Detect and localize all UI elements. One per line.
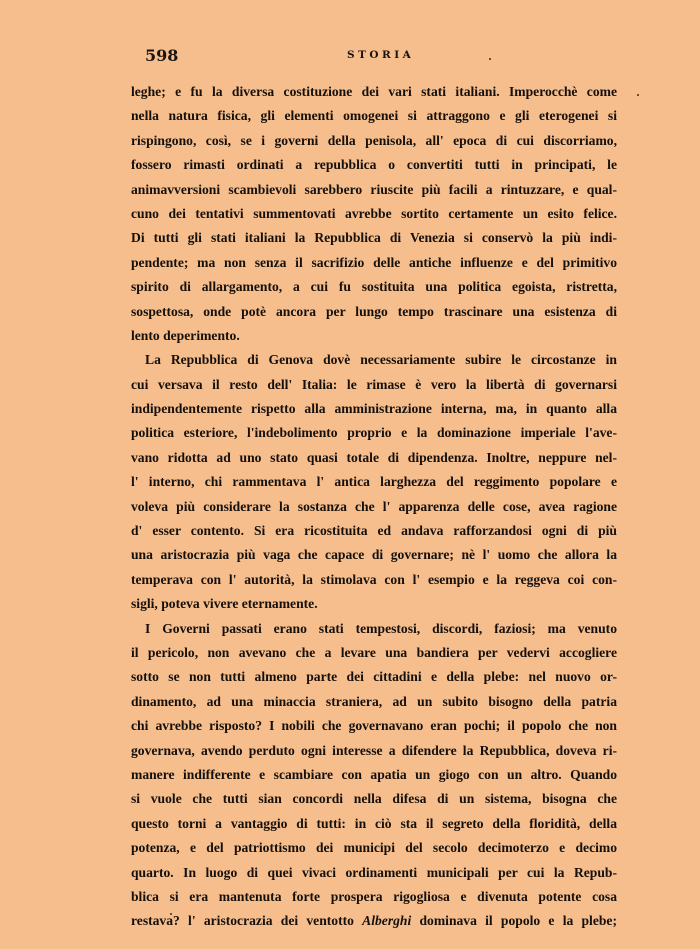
text-line: questo torni a vantaggio di tutti: in ciò sta il segreto della floridità, della [131,815,617,831]
text-line: nella natura fisica, gli elementi omogenei si attraggono e gli eterogenei si [131,108,617,124]
running-title: STORIA [347,49,415,61]
text-line: una aristocrazia più vaga che capace di governare; nè l' uomo che allora la [131,547,617,563]
text-line: governava, avendo perduto ogni interesse a difendere la Repubblica, doveva ri- [131,742,617,758]
text-line: Di tutti gli stati italiani la Repubblica di Venezia si conservò la più indi- [131,230,617,246]
text-line: pendente; ma non senza il sacrifizio delle antiche influenze e del primitivo [131,254,617,270]
text-line: sigli, poteva vivere eternamente. [131,596,318,612]
text-line: blica si era mantenuta forte prospera rigogliosa e divenuta potente cosa [131,888,617,904]
ink-speck [637,94,639,96]
text-line: animavversioni scambievoli sarebbero riuscite più facili a rintuzzare, e qual- [131,181,617,197]
text-line: indipendentemente rispetto alla amministrazione interna, ma, in quanto alla [131,401,617,417]
text-line: l' interno, chi rammentava l' antica larghezza del reggimento popolare e [131,474,617,490]
text-line: sotto se non tutti almeno parte dei cittadini e della plebe: nel nuovo or- [131,669,617,685]
text-line: d' esser contento. Si era ricostituita ed andava rafforzandosi ogni di più [131,523,617,539]
text-line: sospettosa, onde potè ancora per lungo tempo trascinare una esistenza di [131,303,617,319]
text-line: si vuole che tutti sian concordi nella difesa di un sistema, bisogna che [131,791,617,807]
text-line: manere indifferente e scambiare con apatia un giogo con un altro. Quando [131,766,617,782]
text-line: fossero rimasti ordinati a repubblica o convertiti tutti in principati, le [131,157,617,173]
text-line: temperava con l' autorità, la stimolava con l' esempio e la reggeva coi con- [131,571,617,587]
text-line: il pericolo, non avevano che a levare una bandiera per vedervi accogliere [131,644,617,660]
ink-speck [489,58,491,60]
text-line: cuno dei tentativi summentovati avrebbe sortito certamente un esito felice. [131,205,617,221]
text-line: leghe; e fu la diversa costituzione dei vari stati italiani. Imperocchè come [131,84,617,99]
body-text [131,80,617,934]
text-line: vano ridotta ad uno stato quasi totale di dipendenza. Inoltre, neppure nel- [131,449,617,465]
text-line: quarto. In luogo di quei vivaci ordinamenti municipali per cui la Repub- [131,864,617,880]
text-line: potenza, e del patriottismo dei municipi del secolo decimoterzo e decimo [131,840,617,856]
text-line: politica esteriore, l'indebolimento proprio e la dominazione imperiale l'ave- [131,425,617,441]
page-header [145,46,615,70]
page-number: 598 [145,46,179,65]
text-line: La Repubblica di Genova dovè necessariamente subire le circostanze in [145,352,617,368]
italic-word: Alberghi [362,913,412,929]
text-line: rispingono, così, se i governi della penisola, all' epoca di cui discorriamo, [131,132,617,148]
text-line: chi avrebbe risposto? I nobili che governavano eran pochi; il popolo che non [131,718,617,734]
text-line: lento deperimento. [131,327,240,343]
text-line: spirito di allargamento, a cui fu sostituita una politica egoista, ristretta, [131,279,617,295]
text-line: cui versava il resto dell' Italia: le rimase è vero la libertà di governarsi [131,376,617,392]
text-line: I Governi passati erano stati tempestosi, discordi, faziosi; ma venuto [145,620,617,636]
text-line: voleva più considerare la sostanza che l' apparenza delle cose, avea ragione [131,498,617,514]
text-line: dinamento, ad una minaccia straniera, ad un subito bisogno della patria [131,693,617,709]
text-line: restava? l' aristocrazia dei ventotto Alberghi dominava il popolo e la plebe; [131,913,617,929]
